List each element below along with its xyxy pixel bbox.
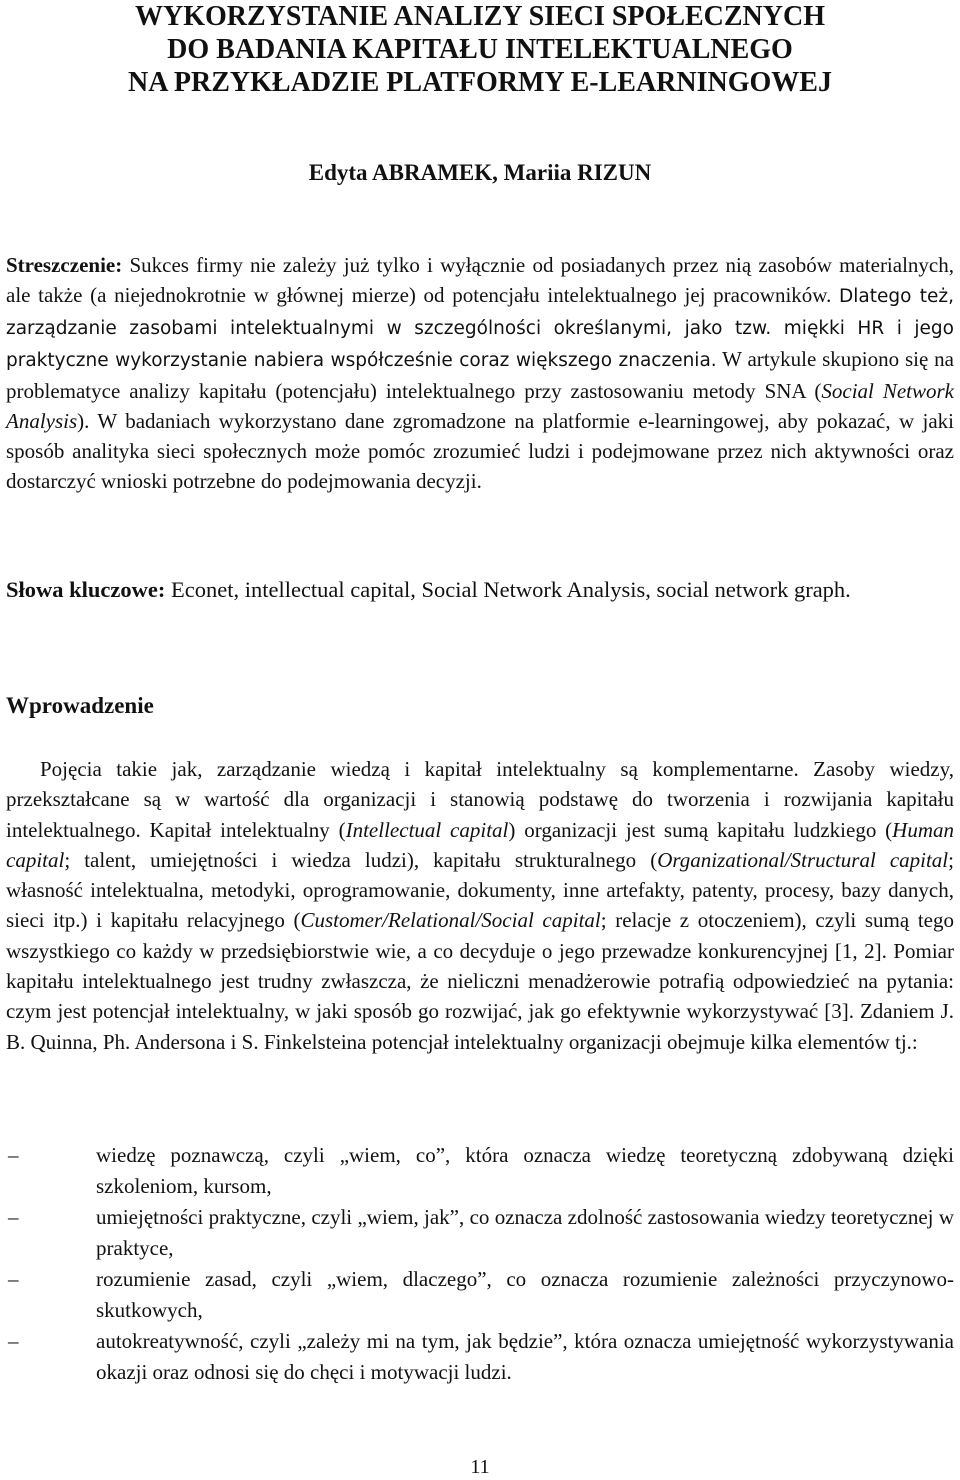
abstract-text-3: W artykule skupiono się na problematyce analizy kapitału (potencjału) intelektualnego przy zastosowaniu metody SNA ( — [6, 347, 954, 403]
list-dash: – — [8, 1329, 19, 1353]
body-paragraph — [6, 754, 954, 1057]
body-text-5: ; relacje z otoczeniem), czyli sumą tego wszystkiego co każdy w przedsiębiorstwie wie, a co decyduje o jego przewadze konkurencyjnej [1, 2]. Pomiar kapitału intelektualnego jest trudny zwłaszcza, że nieliczni menadżerowie potrafią odpowiedzieć na pytania: czym jest potencjał intelektualny, w jaki sposób go rozwijać, jak go efektywnie wykorzystywać [3]. Zdaniem J. B. Quinna, Ph. Andersona i S. Finkelsteina potencjał intelektualny organizacji obejmuje kilka elementów tj.: — [6, 908, 954, 1054]
list-item — [0, 1202, 960, 1264]
body-italic-4: Customer/Relational/Social capital — [300, 908, 601, 933]
abstract — [6, 250, 954, 496]
abstract-italic: Social Network Analysis — [6, 379, 954, 433]
body-text-1: Pojęcia takie jak, zarządzanie wiedzą i kapitał intelektualny są komplementarne. Zasoby wiedzy, przekształcane są w wartość dla organizacji i stanowią podstawę do tworzenia i rozwijania kapitału intelektualnego. Kapitał intelektualny ( — [6, 757, 954, 842]
list-item — [0, 1140, 960, 1202]
body-italic-2: Human capital — [6, 817, 954, 872]
list-dash: – — [8, 1267, 19, 1291]
title-line-2: DO BADANIA KAPITAŁU INTELEKTUALNEGO — [167, 34, 793, 65]
abstract-text-2: Dlatego też, zarządzanie zasobami intelektualnymi w szczególności określanymi, jako tzw. miękki HR i jego praktyczne wykorzystanie nabiera współcześnie coraz większego znaczenia. — [6, 286, 955, 371]
list-item — [0, 1264, 960, 1326]
list-item — [0, 1326, 960, 1388]
abstract-label: Streszczenie: — [6, 253, 123, 277]
authors: Edyta ABRAMEK, Mariia RIZUN — [308, 160, 652, 185]
paper-title — [0, 0, 960, 99]
body-text-3: ; talent, umiejętności i wiedza ludzi), kapitału strukturalnego ( — [64, 847, 658, 872]
keywords-label: Słowa kluczowe: — [6, 577, 166, 602]
list-item-text: umiejętności praktyczne, czyli „wiem, jak”, co oznacza zdolność zastosowania wiedzy teoretycznej w praktyce, — [96, 1205, 954, 1260]
section-heading: Wprowadzenie — [6, 693, 154, 718]
abstract-text-1: Sukces firmy nie zależy już tylko i wyłącznie od posiadanych przez nią zasobów materialnych, ale także (a niejednokrotnie w głównej mierze) od potencjału intelektualnego jej pracowników. — [6, 253, 954, 307]
page-number: 11 — [470, 1456, 490, 1478]
body-italic-3: Organizational/Structural capital — [657, 847, 949, 872]
list-item-text: autokreatywność, czyli „zależy mi na tym, jak będzie”, która oznacza umiejętność wykorzystywania okazji oraz odnosi się do chęci i motywacji ludzi. — [96, 1329, 954, 1384]
body-text-4: ; własność intelektualna, metodyki, oprogramowanie, dokumenty, inne artefakty, patenty, procesy, bazy danych, sieci itp.) i kapitału relacyjnego ( — [6, 847, 954, 933]
keywords-text: Econet, intellectual capital, Social Network Analysis, social network graph. — [165, 577, 851, 602]
body-text-2: ) organizacji jest sumą kapitału ludzkiego ( — [508, 817, 893, 842]
title-line-3: NA PRZYKŁADZIE PLATFORMY E-LEARNINGOWEJ — [128, 67, 832, 98]
list-item-text: rozumienie zasad, czyli „wiem, dlaczego”, co oznacza rozumienie zależności przyczynowo-skutkowych, — [96, 1267, 954, 1322]
list-item-text: wiedzę poznawczą, czyli „wiem, co”, która oznacza wiedzę teoretyczną zdobywaną dzięki szkoleniom, kursom, — [96, 1143, 954, 1198]
list-dash: – — [8, 1205, 19, 1229]
body-italic-1: Intellectual capital — [345, 817, 509, 842]
abstract-text-4: ). W badaniach wykorzystano dane zgromadzone na platformie e-learningowej, aby pokazać, w jaki sposób analityka sieci społecznych może pomóc zrozumieć ludzi i podejmowane przez nich aktywności oraz dostarczyć wnioski potrzebne do podejmowania decyzji. — [6, 409, 954, 493]
list-dash: – — [8, 1143, 19, 1167]
title-line-1: WYKORZYSTANIE ANALIZY SIECI SPOŁECZNYCH — [134, 1, 826, 32]
keywords — [6, 575, 954, 605]
element-list — [0, 1140, 960, 1388]
